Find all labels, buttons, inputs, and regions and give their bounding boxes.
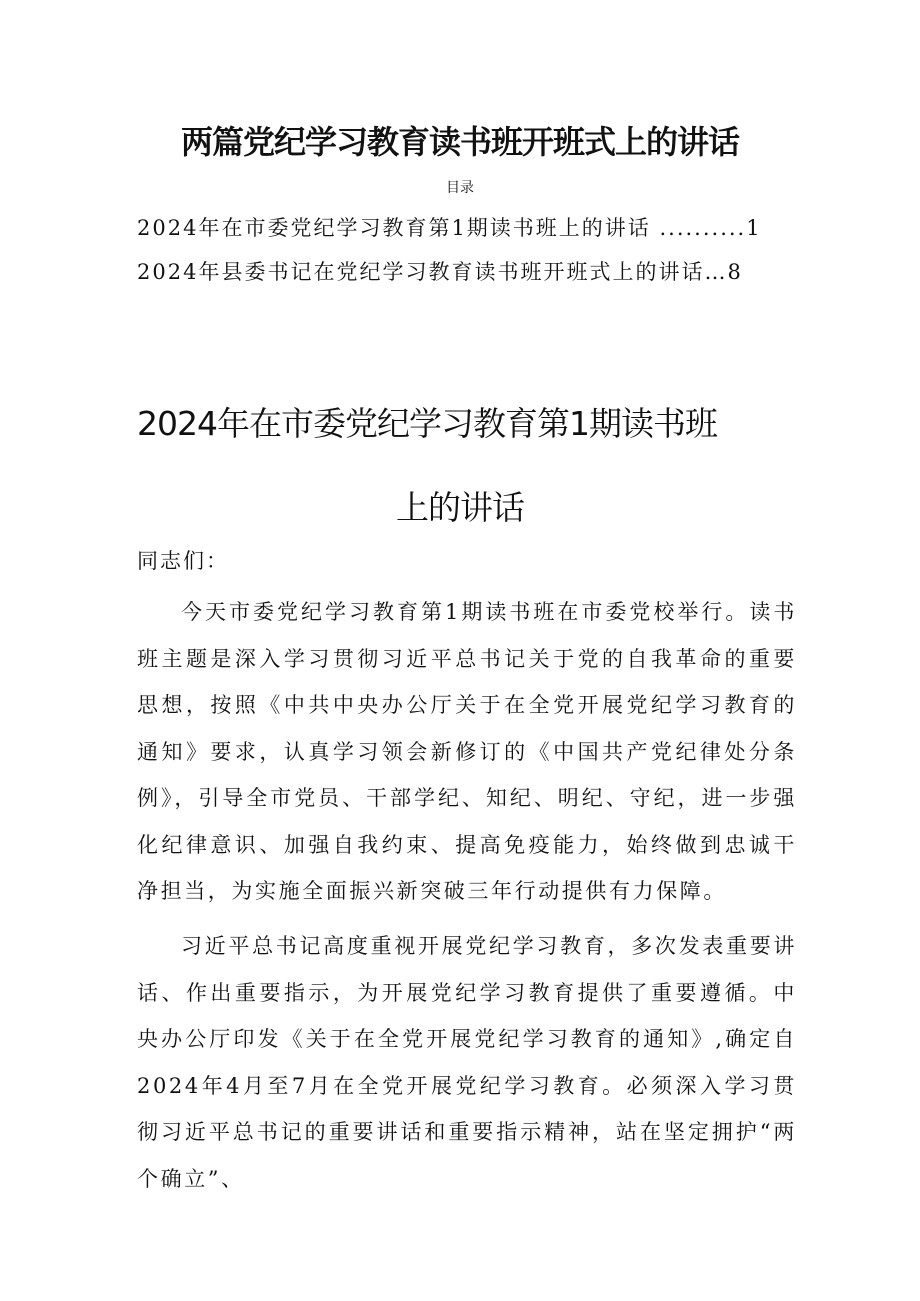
speech-title-line-1: 2024年在市委党纪学习教育第1期读书班 <box>137 404 717 443</box>
speech-title-line-2: 上的讲话 <box>396 488 524 527</box>
toc-item[interactable]: 2024年在市委党纪学习教育第1期读书班上的讲话 ..........1 <box>137 216 762 240</box>
toc-item[interactable]: 2024年县委书记在党纪学习教育读书班开班式上的讲话…8 <box>137 260 743 284</box>
toc-heading: 目录 <box>446 180 474 196</box>
body-paragraph: 习近平总书记高度重视开展党纪学习教育，多次发表重要讲话、作出重要指示，为开展党纪学习教育提供了重要遵循。中央办公厅印发《关于在全党开展党纪学习教育的通知》,确定自2024年4月至7月在全党开展党纪学习教育。必须深入学习贯彻习近平总书记的重要讲话和重要指示精神，站在坚定拥护“两个确立”、 <box>137 934 797 1191</box>
document-title: 两篇党纪学习教育读书班开班式上的讲话 <box>180 123 739 161</box>
body-paragraph: 今天市委党纪学习教育第1期读书班在市委党校举行。读书班主题是深入学习贯彻习近平总书记关于党的自我革命的重要思想，按照《中共中央办公厅关于在全党开展党纪学习教育的通知》要求，认真学习领会新修订的《中国共产党纪律处分条例》，引导全市党员、干部学纪、知纪、明纪、守纪，进一步强化纪律意识、加强自我约束、提高免疫能力，始终做到忠诚干净担当，为实施全面振兴新突破三年行动提供有力保障。 <box>137 600 797 903</box>
salutation: 同志们： <box>137 549 229 573</box>
